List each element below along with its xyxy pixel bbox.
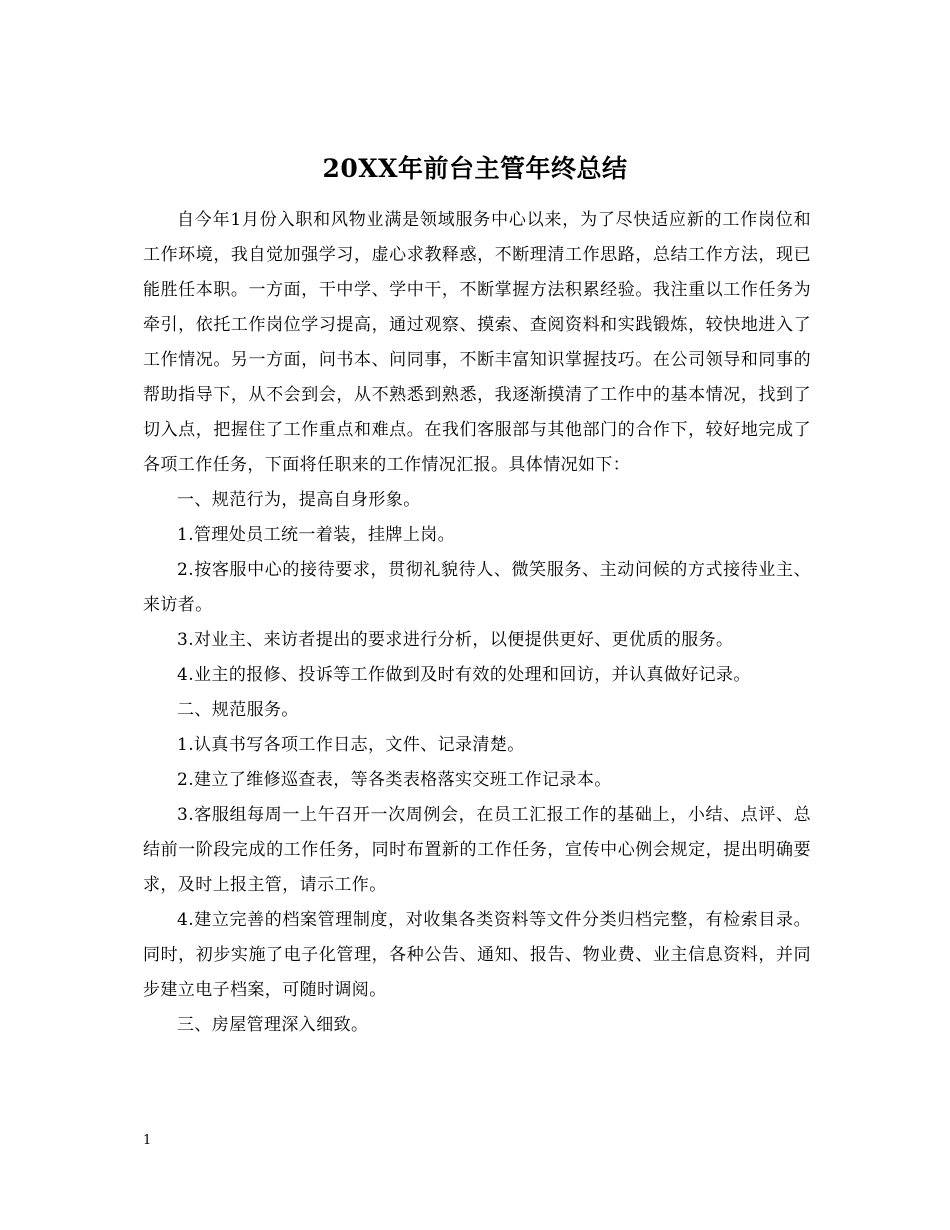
document-body (143, 203, 811, 1043)
section-heading-1: 一、规范行为，提高自身形象。 (177, 490, 421, 510)
section-heading-2: 二、规范服务。 (177, 700, 299, 720)
list-item: 4.业主的报修、投诉等工作做到及时有效的处理和回访，并认真做好记录。 (177, 665, 751, 685)
list-item: 1.管理处员工统一着装，挂牌上岗。 (177, 525, 456, 545)
list-item: 2.建立了维修巡查表，等各类表格落实交班工作记录本。 (177, 770, 612, 790)
list-item: 3.客服组每周一上午召开一次周例会，在员工汇报工作的基础上，小结、点评、总结前一阶段完成的工作任务，同时布置新的工作任务，宣传中心例会规定，提出明确要求，及时上报主管，请示工作。 (143, 805, 811, 895)
paragraph-intro: 自今年1月份入职和风物业满是领域服务中心以来，为了尽快适应新的工作岗位和工作环境，我自觉加强学习，虚心求教释惑，不断理清工作思路，总结工作方法，现已能胜任本职。一方面，干中学、学中干，不断掌握方法积累经验。我注重以工作任务为牵引，依托工作岗位学习提高，通过观察、摸索、查阅资料和实践锻炼，较快地进入了工作情况。另一方面，问书本、问同事，不断丰富知识掌握技巧。在公司领导和同事的帮助指导下，从不会到会，从不熟悉到熟悉，我逐渐摸清了工作中的基本情况，找到了切入点，把握住了工作重点和难点。在我们客服部与其他部门的合作下，较好地完成了各项工作任务，下面将任职来的工作情况汇报。具体情况如下： (143, 210, 811, 475)
list-item: 1.认真书写各项工作日志，文件、记录清楚。 (177, 735, 525, 755)
page-number: 1 (143, 1133, 152, 1148)
section-heading-3: 三、房屋管理深入细致。 (177, 1015, 369, 1035)
list-item: 4.建立完善的档案管理制度，对收集各类资料等文件分类归档完整，有检索目录。同时，初步实施了电子化管理，各种公告、通知、报告、物业费、业主信息资料，并同步建立电子档案，可随时调阅。 (143, 910, 811, 1000)
document-title: 20XX年前台主管年终总结 (322, 153, 628, 183)
list-item: 2.按客服中心的接待要求，贯彻礼貌待人、微笑服务、主动问候的方式接待业主、来访者。 (143, 560, 811, 615)
list-item: 3.对业主、来访者提出的要求进行分析，以便提供更好、更优质的服务。 (177, 630, 734, 650)
